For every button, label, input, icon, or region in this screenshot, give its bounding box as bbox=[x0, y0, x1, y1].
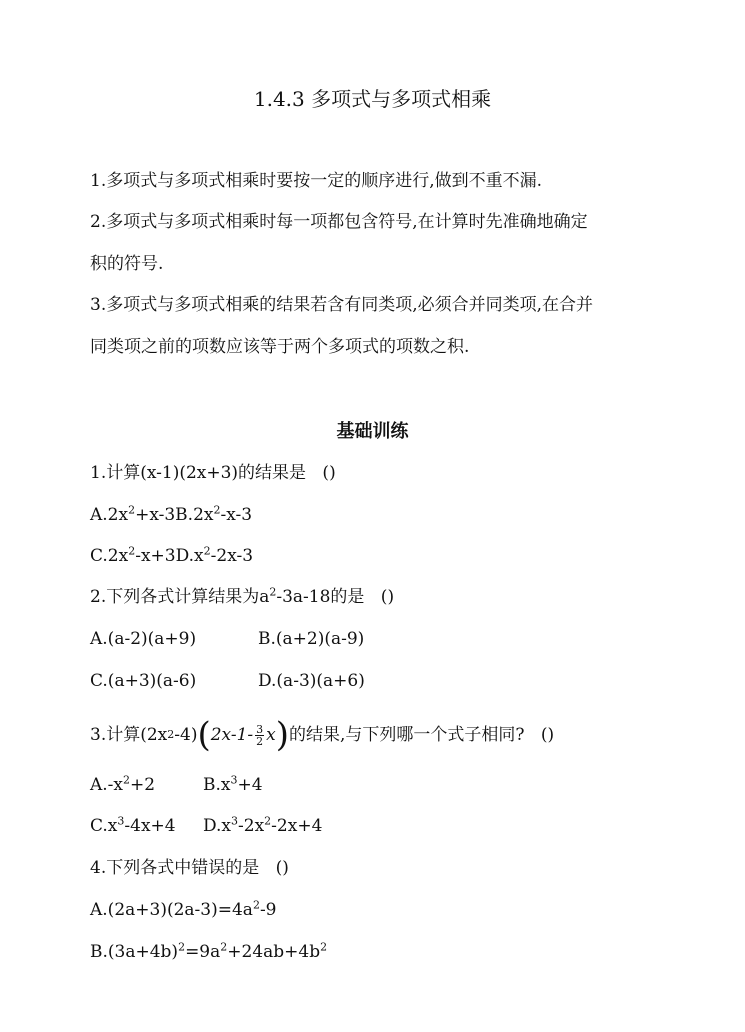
exponent: 2 bbox=[252, 898, 260, 912]
question-2-stem: 2.下列各式计算结果为a bbox=[90, 587, 270, 607]
exponent: 3 bbox=[230, 773, 238, 787]
option-d: -2x bbox=[238, 816, 265, 836]
option-text: C.2x bbox=[90, 546, 129, 566]
option-a: +2 bbox=[130, 775, 156, 795]
option-d: -2x+4 bbox=[271, 816, 323, 836]
note-3: 3.多项式与多项式相乘的结果若含有同类项,必须合并同类项,在合并 bbox=[90, 295, 594, 315]
fraction bbox=[255, 724, 264, 747]
question-3: 3.计算(2x 2 -4) ( 2x-1- $\frac{3}{2}$ x ) 的结果,与下列哪一个式子相同? ( ) bbox=[90, 720, 571, 750]
option-c: C.(a+3)(a-6) bbox=[90, 671, 197, 691]
exponent: 2 bbox=[320, 940, 328, 954]
exponent: 2 bbox=[264, 814, 272, 828]
question-2-row-1 bbox=[90, 628, 196, 650]
question-3-stem: -4) bbox=[174, 725, 198, 745]
option-text: A.2x bbox=[90, 505, 129, 525]
option-a: A.(2a+3)(2a-3)=4a bbox=[90, 900, 253, 920]
question-3-row-1b bbox=[203, 774, 263, 796]
option-text: +x-3B.2x bbox=[135, 505, 214, 525]
option-a: A.(a-2)(a+9) bbox=[90, 629, 197, 649]
question-4-option-a bbox=[90, 899, 277, 921]
question-2-stem: -3a-18的是 bbox=[276, 587, 365, 607]
exponent: 2 bbox=[203, 544, 211, 558]
answer-blank bbox=[259, 857, 305, 879]
exponent: 2 bbox=[213, 503, 221, 517]
note-3-cont: 同类项之前的项数应该等于两个多项式的项数之积. bbox=[90, 337, 470, 357]
exponent: 2 bbox=[128, 503, 136, 517]
option-d: D.(a-3)(a+6) bbox=[258, 671, 365, 691]
answer-blank bbox=[525, 724, 571, 746]
option-a: A.-x bbox=[90, 775, 124, 795]
option-c: -4x+4 bbox=[124, 816, 176, 836]
question-4-stem: 4.下列各式中错误的是 bbox=[90, 858, 260, 878]
option-text: -x+3D.x bbox=[135, 546, 204, 566]
question-2-row-2b bbox=[258, 670, 365, 692]
question-3-row-2b bbox=[203, 815, 322, 837]
math-variable: x bbox=[266, 725, 276, 745]
option-b: +4 bbox=[237, 775, 263, 795]
note-2-cont: 积的符号. bbox=[90, 254, 164, 274]
option-b: B.(a+2)(a-9) bbox=[258, 629, 365, 649]
question-2-row-1b bbox=[258, 628, 364, 650]
exponent: 3 bbox=[231, 814, 239, 828]
option-c: C.x bbox=[90, 816, 118, 836]
fraction-denominator: 2 bbox=[256, 734, 264, 748]
option-d: D.x bbox=[203, 816, 232, 836]
question-3-stem: 3.计算(2x bbox=[90, 725, 168, 745]
answer-blank bbox=[364, 586, 410, 608]
question-4 bbox=[90, 857, 305, 879]
question-1-stem: 1.计算(x-1)(2x+3)的结果是 bbox=[90, 463, 307, 483]
option-text: -x-3 bbox=[220, 505, 253, 525]
question-1-options-ab bbox=[90, 504, 252, 526]
exponent: 2 bbox=[220, 940, 228, 954]
option-a: -9 bbox=[259, 900, 277, 920]
option-b: B.x bbox=[203, 775, 231, 795]
question-1-options-cd bbox=[90, 545, 253, 567]
left-paren: ( bbox=[197, 715, 211, 755]
exponent: 3 bbox=[117, 814, 125, 828]
exponent: 2 bbox=[269, 585, 277, 599]
option-b: +24ab+4b bbox=[227, 942, 321, 962]
question-3-stem: 的结果,与下列哪一个式子相同? bbox=[289, 725, 525, 745]
question-2-row-2 bbox=[90, 670, 196, 692]
option-text: -2x-3 bbox=[210, 546, 254, 566]
option-b: B.(3a+4b) bbox=[90, 942, 179, 962]
section-title: 基础训练 bbox=[336, 421, 409, 442]
question-3-row-1 bbox=[90, 774, 155, 796]
question-1 bbox=[90, 462, 352, 484]
math-expression: 2x-1- bbox=[210, 725, 254, 745]
question-2 bbox=[90, 586, 410, 608]
fraction-numerator: 3 bbox=[256, 722, 264, 736]
page-title: 1.4.3 多项式与多项式相乘 bbox=[253, 87, 492, 111]
question-3-row-2 bbox=[90, 815, 176, 837]
answer-blank bbox=[306, 462, 352, 484]
note-2: 2.多项式与多项式相乘时每一项都包含符号,在计算时先准确地确定 bbox=[90, 212, 588, 232]
exponent: 2 bbox=[123, 773, 131, 787]
right-paren: ) bbox=[275, 715, 290, 755]
question-4-option-b bbox=[90, 941, 327, 963]
option-b: =9a bbox=[185, 942, 221, 962]
note-1: 1.多项式与多项式相乘时要按一定的顺序进行,做到不重不漏. bbox=[90, 171, 543, 191]
exponent: 2 bbox=[128, 544, 136, 558]
exponent: 2 bbox=[178, 940, 186, 954]
